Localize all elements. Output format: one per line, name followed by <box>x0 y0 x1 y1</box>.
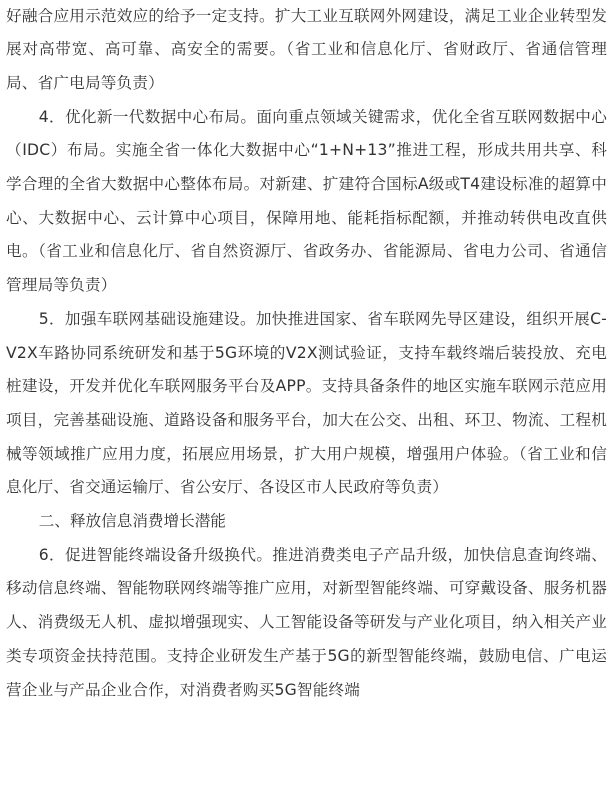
section-heading: 二、释放信息消费增长潜能 <box>38 512 226 531</box>
paragraph-item-5: 5．加强车联网基础设施建设。加快推进国家、省车联网先导区建设，组织开展C-V2X车路协同系统研发和基于5G环境的V2X测试验证，支持车载终端后装投放、充电桩建设，开发并优化车联网服务平台及APP。支持具备条件的地区实施车联网示范应用项目，完善基础设施、道路设备和服务平台，加大在公交、出租、环卫、物流、工程机械等领域推广应用力度，拓展应用场景，扩大用户规模，增强用户体验。（省工业和信息化厅、省交通运输厅、省公安厅、各设区市人民政府等负责） <box>6 309 607 497</box>
paragraph-item-6: 6．促进智能终端设备升级换代。推进消费类电子产品升级，加快信息查询终端、移动信息终端、智能物联网终端等推广应用，对新型智能终端、可穿戴设备、服务机器人、消费级无人机、虚拟增强现实、人工智能设备等研发与产业化项目，纳入相关产业类专项资金扶持范围。支持企业研发生产基于5G的新型智能终端，鼓励电信、广电运营企业与产品企业合作，对消费者购买5G智能终端 <box>6 545 607 699</box>
paragraph-continuation: 好融合应用示范效应的给予一定支持。扩大工业互联网外网建设，满足工业企业转型发展对高带宽、高可靠、高安全的需要。（省工业和信息化厅、省财政厅、省通信管理局、省广电局等负责） <box>6 6 607 92</box>
paragraph-item-4: 4．优化新一代数据中心布局。面向重点领域关键需求，优化全省互联网数据中心（IDC）布局。实施全省一体化大数据中心“1+N+13”推进工程，形成共用共享、科学合理的全省大数据中心整体布局。对新建、扩建符合国标A级或T4建设标准的超算中心、大数据中心、云计算中心项目，保障用地、能耗指标配额，并推动转供电改直供电。（省工业和信息化厅、省自然资源厅、省政务办、省能源局、省电力公司、省通信管理局等负责） <box>6 107 607 295</box>
